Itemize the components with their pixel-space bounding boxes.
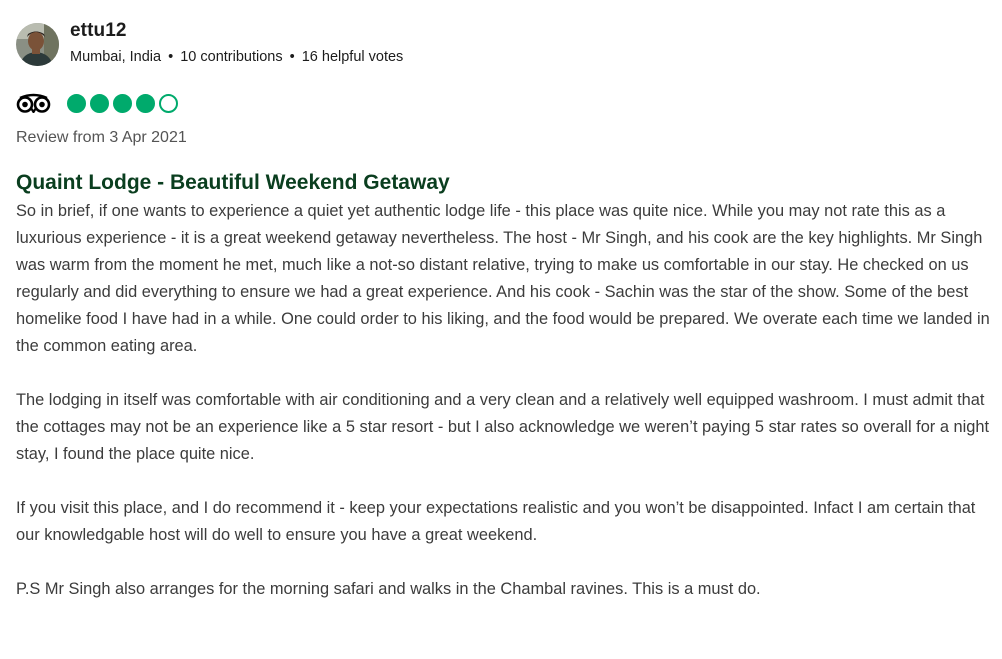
meta-separator: • [289,49,295,65]
rating-bubble-filled [113,94,132,113]
rating-row [16,90,992,116]
rating-bubbles [67,94,182,113]
reviewer-location: Mumbai, India [70,49,162,65]
reviewer-info [70,20,403,66]
rating-bubble-empty [159,94,178,113]
review-paragraph: So in brief, if one wants to experience a quiet yet authentic lodge life - this place was quite nice. While you may not rate this as a luxurious experience - it is a great weekend getaway nevertheless. The host - Mr Singh, and his cook are the key highlights. Mr Singh was warm from the moment he met, much like a not-so distant relative, trying to make us comfortable in our stay. He checked on us regularly and did everything to ensure we had a great experience. And his cook - Sachin was the star of the show. Some of the best homelike food I have had in a while. One could order to his liking, and the food would be prepared. We overate each time we landed in the common eating area. [16,202,990,355]
review-title[interactable]: Quaint Lodge - Beautiful Weekend Getaway [16,171,450,194]
reviewer-contributions: 10 contributions [180,49,283,65]
reviewer-meta [70,48,403,66]
review-paragraph: P.S Mr Singh also arranges for the morning safari and walks in the Chambal ravines. This is a must do. [16,580,761,598]
reviewer-helpful-votes: 16 helpful votes [301,49,404,65]
review-paragraph: The lodging in itself was comfortable with air conditioning and a very clean and a relatively well equipped washroom. I must admit that the cottages may not be an experience like a 5 star resort - but I also acknowledge we weren’t paying 5 star rates so overall for a night stay, I found the place quite nice. [16,391,990,463]
rating-bubble-filled [136,94,155,113]
reviewer-header [16,20,992,66]
reviewer-username[interactable]: ettu12 [70,20,127,41]
avatar-image [16,23,59,66]
rating-bubble-filled [90,94,109,113]
avatar[interactable] [16,23,59,66]
review-body [16,198,992,603]
review-date: Review from 3 Apr 2021 [16,129,187,146]
review-card [16,20,992,630]
tripadvisor-owl-icon [16,93,51,113]
review-paragraph: If you visit this place, and I do recommend it - keep your expectations realistic and you won’t be disappointed. Infact I am certain that our knowledgable host will do well to ensure you have a great weekend. [16,499,976,544]
meta-separator: • [168,49,174,65]
rating-bubble-filled [67,94,86,113]
